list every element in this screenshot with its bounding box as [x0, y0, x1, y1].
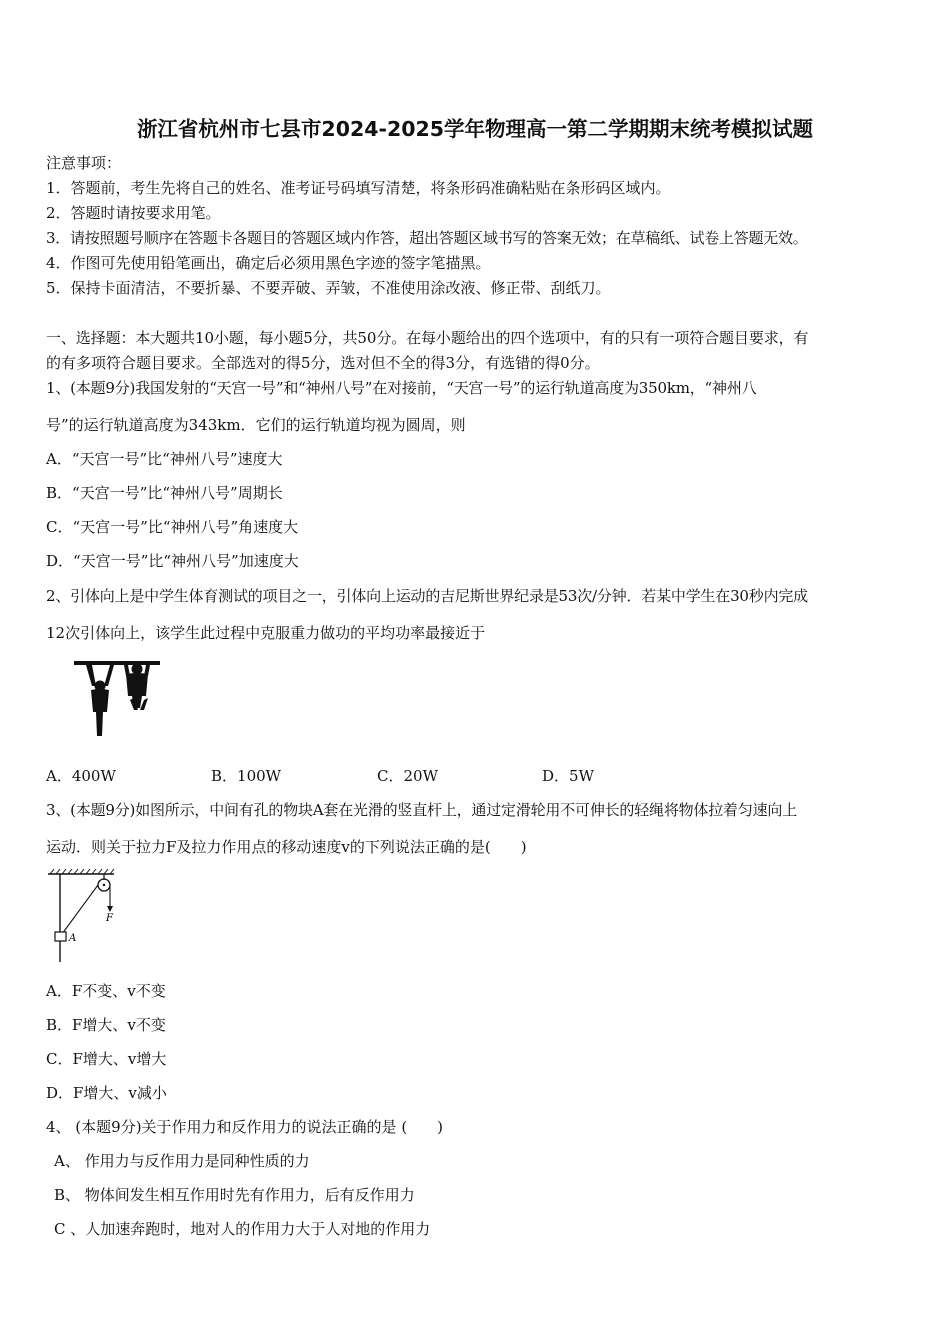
q3-stem-line2: 运动．则关于拉力F及拉力作用点的移动速度v的下列说法正确的是( ) — [46, 838, 527, 856]
notice-heading: 注意事项： — [46, 154, 122, 172]
q2-option-b: B．100W — [211, 767, 282, 785]
pull-up-figure — [72, 656, 162, 742]
q4-option-a: A、 作用力与反作用力是同种性质的力 — [54, 1152, 310, 1170]
q1-option-a: A．“天宫一号”比“神州八号”速度大 — [46, 450, 283, 468]
section1-line2: 的有多项符合题目要求。全部选对的得5分，选对但不全的得3分，有选错的得0分。 — [46, 354, 600, 372]
q2-option-d: D．5W — [542, 767, 594, 785]
q1-option-d: D．“天宫一号”比“神州八号”加速度大 — [46, 552, 299, 570]
page-title: 浙江省杭州市七县市2024-2025学年物理高一第二学期期末统考模拟试题 — [136, 117, 814, 141]
force-label: F — [106, 913, 113, 924]
q4-option-c: C 、人加速奔跑时，地对人的作用力大于人对地的作用力 — [54, 1220, 431, 1238]
q2-option-a: A．400W — [46, 767, 116, 785]
q3-option-c: C．F增大、v增大 — [46, 1050, 167, 1068]
q3-option-d: D．F增大、v减小 — [46, 1084, 167, 1102]
q2-stem-line1: 2、引体向上是中学生体育测试的项目之一，引体向上运动的吉尼斯世界纪录是53次/分钟．若某中学生在30秒内完成 — [46, 587, 808, 605]
q1-stem-line1: 1、(本题9分)我国发射的“天宫一号”和“神州八号”在对接前，“天宫一号”的运行轨道高度为350km，“神州八 — [46, 379, 757, 397]
q4-option-b: B、 物体间发生相互作用时先有作用力，后有反作用力 — [54, 1186, 415, 1204]
notice-item-3: 3．请按照题号顺序在答题卡各题目的答题区域内作答，超出答题区域书写的答案无效；在草稿纸、试卷上答题无效。 — [46, 229, 808, 247]
q1-stem-line2: 号”的运行轨道高度为343km．它们的运行轨道均视为圆周，则 — [46, 416, 466, 434]
block-label: A — [69, 933, 77, 944]
q4-stem: 4、 (本题9分)关于作用力和反作用力的说法正确的是 ( ) — [46, 1118, 444, 1136]
q2-option-c: C．20W — [377, 767, 438, 785]
q3-stem-line1: 3、(本题9分)如图所示，中间有孔的物块A套在光滑的竖直杆上，通过定滑轮用不可伸长的轻绳将物体拉着匀速向上 — [46, 801, 798, 819]
notice-item-4: 4．作图可先使用铅笔画出，确定后必须用黑色字迹的签字笔描黑。 — [46, 254, 491, 272]
q3-option-a: A．F不变、v不变 — [46, 982, 166, 1000]
pulley-figure — [44, 868, 120, 964]
section1-line1: 一、选择题：本大题共10小题，每小题5分，共50分。在每小题给出的四个选项中，有的只有一项符合题目要求，有 — [46, 329, 809, 347]
notice-item-5: 5．保持卡面清洁，不要折暴、不要弄破、弄皱，不准使用涂改液、修正带、刮纸刀。 — [46, 279, 611, 297]
notice-item-2: 2．答题时请按要求用笔。 — [46, 204, 221, 222]
notice-item-1: 1．答题前，考生先将自己的姓名、准考证号码填写清楚，将条形码准确粘贴在条形码区域内。 — [46, 179, 671, 197]
q1-option-c: C．“天宫一号”比“神州八号”角速度大 — [46, 518, 299, 536]
q1-option-b: B．“天宫一号”比“神州八号”周期长 — [46, 484, 283, 502]
q2-stem-line2: 12次引体向上，该学生此过程中克服重力做功的平均功率最接近于 — [46, 624, 486, 642]
q3-option-b: B．F增大、v不变 — [46, 1016, 166, 1034]
